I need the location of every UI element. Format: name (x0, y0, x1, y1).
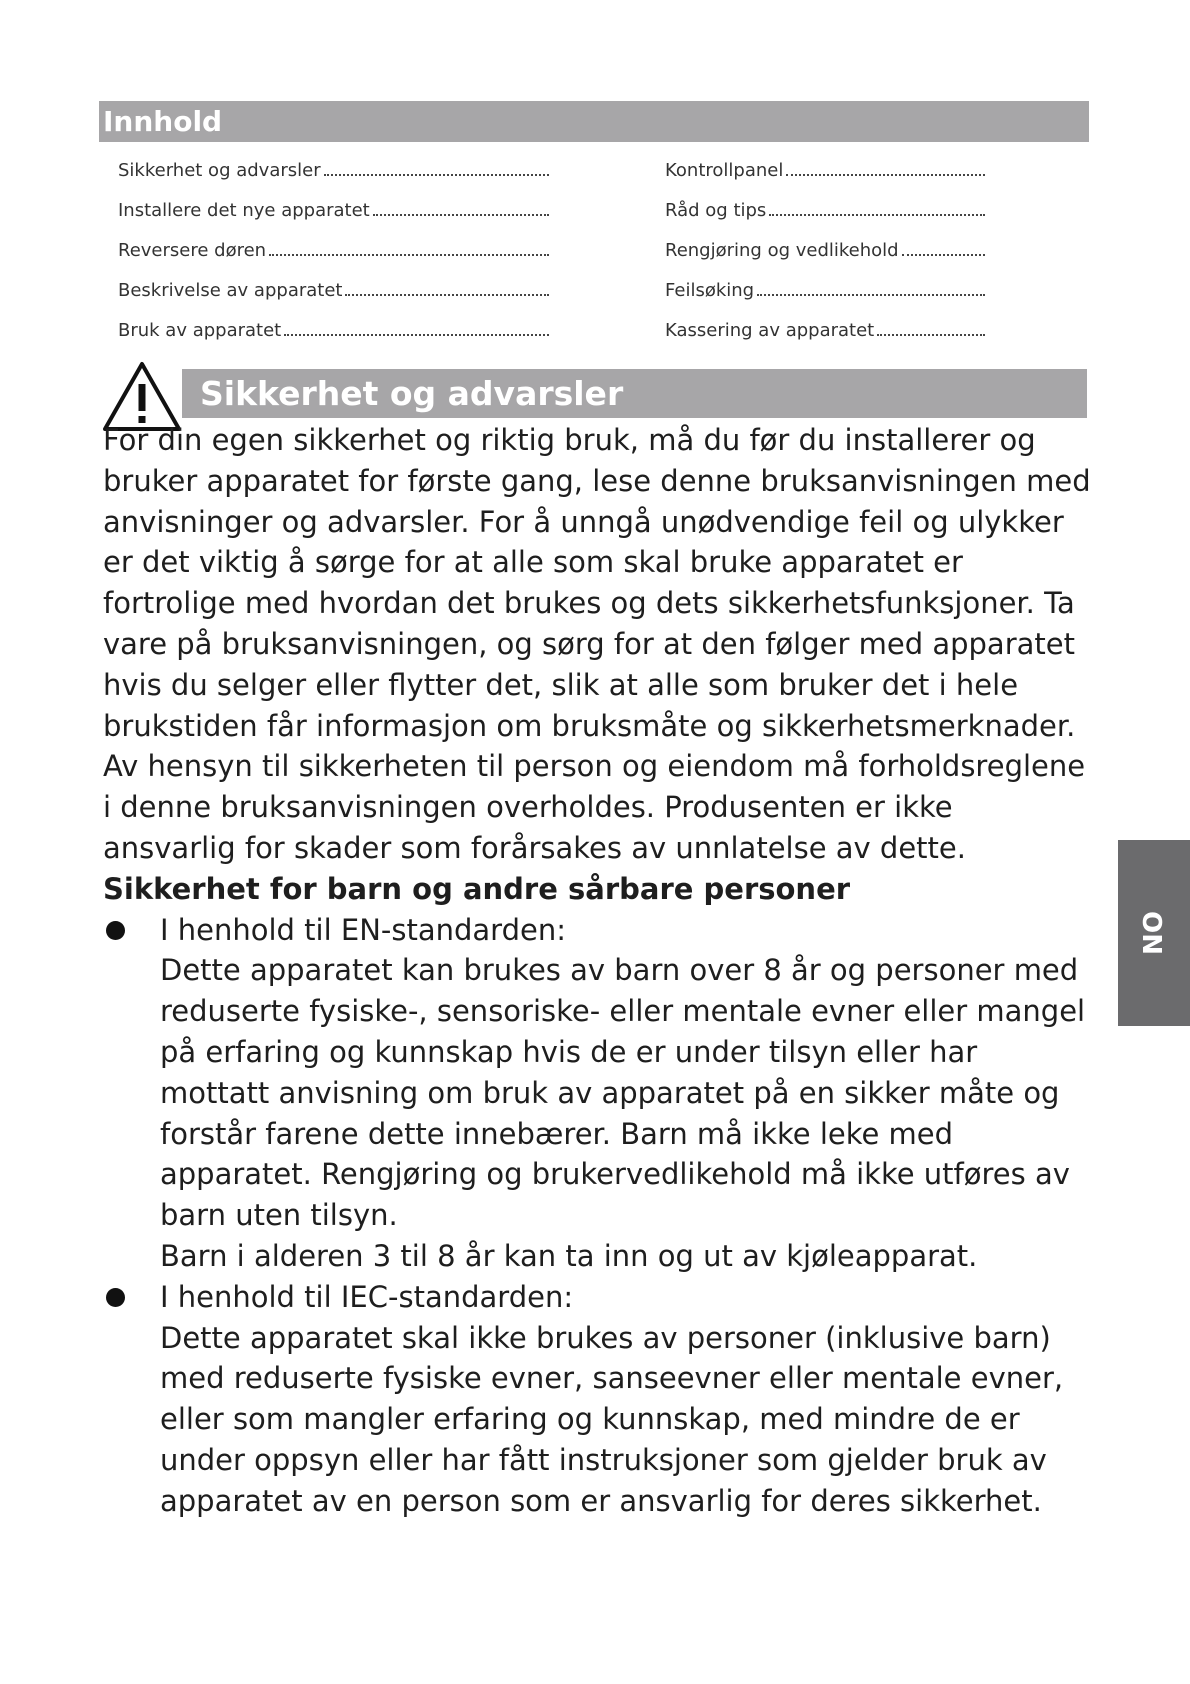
toc-leader-dots (345, 282, 549, 296)
toc-entry-label: Feilsøking (665, 280, 755, 301)
bullet-lead: I henhold til EN-standarden: (160, 912, 566, 947)
toc-left-column (118, 160, 549, 360)
bullet-item (103, 910, 1093, 1277)
toc-title: Innhold (99, 101, 1089, 142)
toc-entry[interactable] (118, 200, 549, 240)
toc-entry[interactable] (665, 160, 985, 200)
toc-entry[interactable] (118, 280, 549, 320)
toc-entry-label: Bruk av apparatet (118, 320, 282, 341)
language-tab[interactable] (1118, 840, 1190, 1026)
toc-entry[interactable] (118, 320, 549, 360)
bullet-item (103, 1277, 1093, 1522)
toc-leader-dots (269, 242, 549, 256)
bullet-extra: Barn i alderen 3 til 8 år kan ta inn og ut av kjøleapparat. (160, 1238, 978, 1273)
toc-leader-dots (902, 242, 985, 256)
toc-entry[interactable] (118, 240, 549, 280)
toc-leader-dots (284, 322, 549, 336)
toc-entry[interactable] (665, 280, 985, 320)
bullet-lead: I henhold til IEC-standarden: (160, 1279, 574, 1314)
toc-entry[interactable] (665, 240, 985, 280)
bullet-dot-icon (106, 921, 125, 940)
toc-entry-label: Beskrivelse av apparatet (118, 280, 343, 301)
liability-paragraph: Av hensyn til sikkerheten til person og eiendom må forholdsreglene i denne bruksanvisningen overholdes. Produsenten er ikke ansvarlig for skader som forårsakes av unnlatelse av dette. (103, 749, 1086, 865)
bullet-dot-icon (106, 1288, 125, 1307)
toc-entry[interactable] (665, 200, 985, 240)
section-body (103, 420, 1093, 1522)
toc-right-column (665, 160, 985, 360)
toc-leader-dots (324, 162, 549, 176)
toc-entry-label: Reversere døren (118, 240, 267, 261)
toc-entry[interactable] (118, 160, 549, 200)
toc-leader-dots (769, 202, 985, 216)
toc-leader-dots (757, 282, 985, 296)
toc-entry-label: Kontrollpanel (665, 160, 784, 181)
intro-paragraph: For din egen sikkerhet og riktig bruk, må du før du installerer og bruker apparatet for første gang, lese denne bruksanvisningen med anvisninger og advarsler. For å unngå unødvendige feil og ulykker er det viktig å sørge for at alle som skal bruke apparatet er fortrolige med hvordan det brukes og dets sikkerhetsfunksjoner. Ta vare på bruksanvisningen, og sørg for at den følger med apparatet hvis du selger eller flytter det, slik at alle som bruker det i hele brukstiden får informasjon om bruksmåte og sikkerhetsmerknader. (103, 423, 1091, 743)
toc-entry-label: Installere det nye apparatet (118, 200, 370, 221)
section-title: Sikkerhet og advarsler (182, 369, 1087, 418)
toc-entry-label: Sikkerhet og advarsler (118, 160, 321, 181)
bullet-text: Dette apparatet skal ikke brukes av personer (inklusive barn) med reduserte fysiske evner, sanseevner eller mentale evner, eller som mangler erfaring og kunnskap, med mindre de er under oppsyn eller har fått instruksjoner som gjelder bruk av apparatet av en person som er ansvarlig for deres sikkerhet. (160, 1320, 1064, 1518)
toc-leader-dots (877, 322, 985, 336)
toc-leader-dots (786, 162, 985, 176)
toc-entry-label: Rengjøring og vedlikehold (665, 240, 899, 261)
bullet-text: Dette apparatet kan brukes av barn over 8 år og personer med reduserte fysiske-, sensoriske- eller mentale evner eller mangel på erfaring og kunnskap hvis de er under tilsyn eller har mottatt anvisning om bruk av apparatet på en sikker måte og forstår farene dette innebærer. Barn må ikke leke med apparatet. Rengjøring og brukervedlikehold må ikke utføres av barn uten tilsyn. (160, 953, 1086, 1233)
toc-entry[interactable] (665, 320, 985, 360)
toc-entry-label: Råd og tips (665, 200, 767, 221)
toc-leader-dots (373, 202, 549, 216)
toc-entry-label: Kassering av apparatet (665, 320, 875, 341)
subheading: Sikkerhet for barn og andre sårbare personer (103, 871, 851, 906)
language-tab-label: NO (1139, 911, 1169, 955)
